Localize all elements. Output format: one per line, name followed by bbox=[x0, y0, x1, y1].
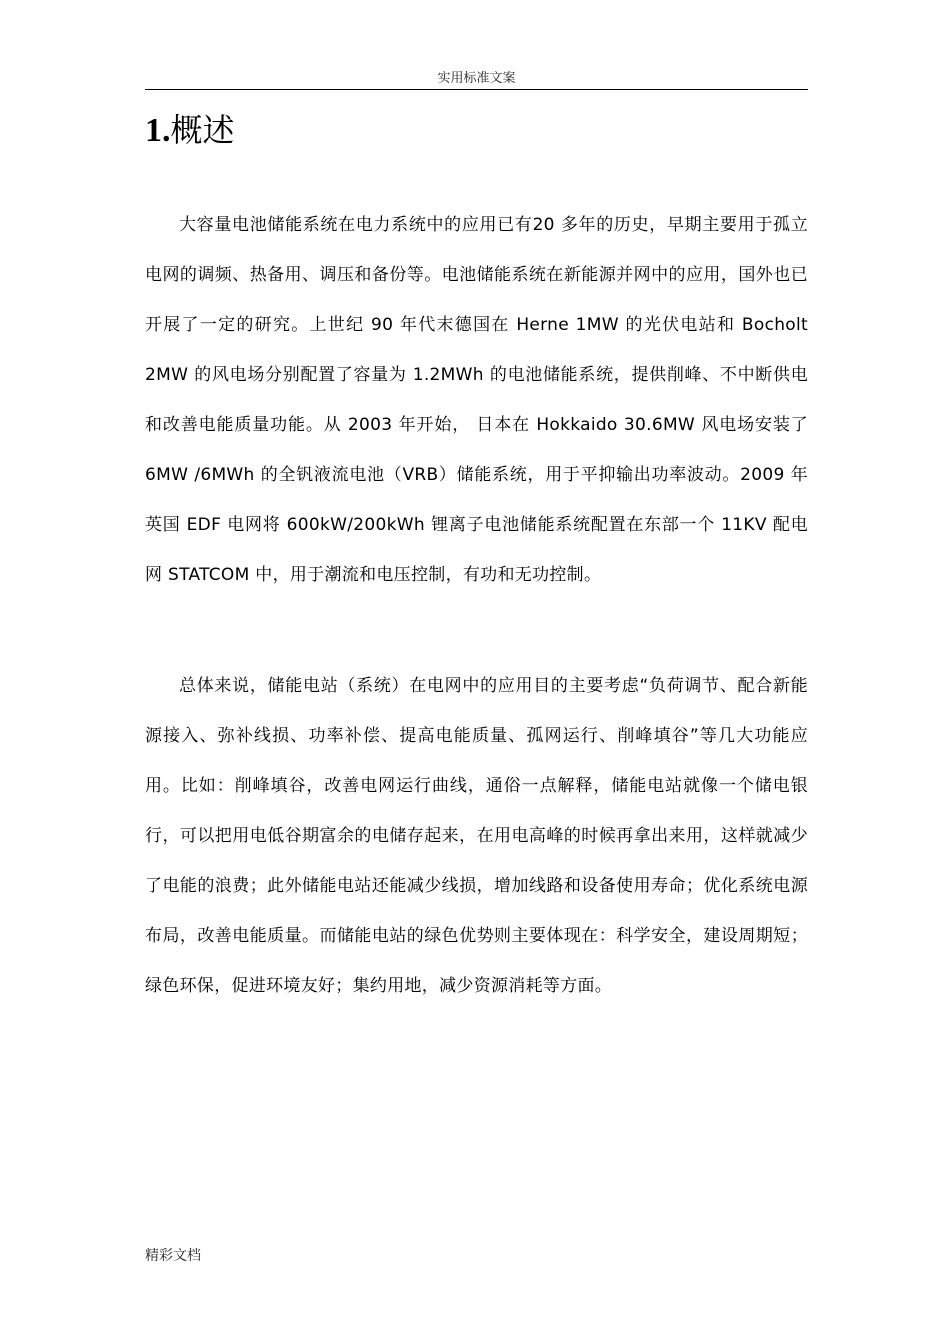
section-title bbox=[145, 108, 235, 153]
header-divider bbox=[145, 89, 808, 90]
section-number: 1. bbox=[145, 112, 171, 149]
paragraph-history: 大容量电池储能系统在电力系统中的应用已有20 多年的历史，早期主要用于孤立电网的调频、热备用、调压和备份等。电池储能系统在新能源并网中的应用，国外也已开展了一定的研究。上世纪 90 年代末德国在 Herne 1MW 的光伏电站和 Bocholt 2MW 的风电场分别配置了容量为 1.2MWh 的电池储能系统，提供削峰、不中断供电和改善电能质量功能。从 2003 年开始， 日本在 Hokkaido 30.6MW 风电场安装了 6MW /6MWh 的全钒液流电池（VRB）储能系统，用于平抑输出功率波动。2009 年英国 EDF 电网将 600kW/200kWh 锂离子电池储能系统配置在东部一个 11KV 配电网 STATCOM 中，用于潮流和电压控制，有功和无功控制。 bbox=[145, 215, 808, 585]
page-header: 实用标准文案 bbox=[437, 71, 516, 86]
section-title-text: 概述 bbox=[170, 111, 235, 149]
page-footer: 精彩文档 bbox=[145, 1248, 201, 1264]
paragraph-applications: 总体来说，储能电站（系统）在电网中的应用目的主要考虑“负荷调节、配合新能源接入、弥补线损、功率补偿、提高电能质量、孤网运行、削峰填谷”等几大功能应用。比如：削峰填谷，改善电网运行曲线，通俗一点解释，储能电站就像一个储电银行，可以把用电低谷期富余的电储存起来，在用电高峰的时候再拿出来用，这样就减少了电能的浪费；此外储能电站还能减少线损，增加线路和设备使用寿命；优化系统电源布局，改善电能质量。而储能电站的绿色优势则主要体现在：科学安全，建设周期短；绿色环保，促进环境友好；集约用地，减少资源消耗等方面。 bbox=[145, 676, 808, 996]
